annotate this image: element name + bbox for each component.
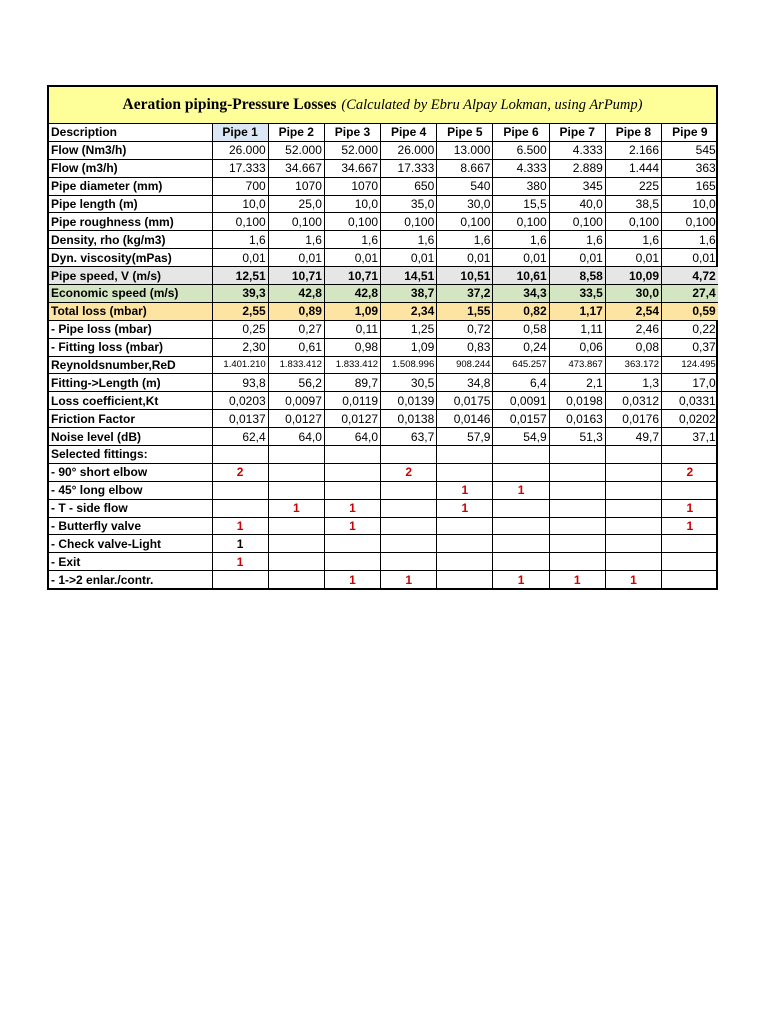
row-value: 2,54 [605,302,661,320]
row-label: Total loss (mbar) [49,302,212,320]
empty-cell [605,446,661,464]
row-value: 10,0 [662,195,718,213]
row-value: 2.166 [605,141,661,159]
row-label: Dyn. viscosity(mPas) [49,249,212,267]
row-value: 0,100 [549,213,605,231]
row-value: 12,51 [212,267,268,285]
row-value: 57,9 [437,428,493,446]
empty-cell [268,446,324,464]
table-row [49,213,718,231]
row-value: 0,100 [268,213,324,231]
table-row [49,141,718,159]
row-value: 10,71 [268,267,324,285]
row-value: 0,89 [268,302,324,320]
row-value: 64,0 [268,428,324,446]
row-label: Density, rho (kg/m3) [49,231,212,249]
table-row [49,392,718,410]
fitting-count [662,553,718,571]
pipe-column-header: Pipe 1 [212,124,268,141]
empty-cell [437,446,493,464]
fitting-count [324,553,380,571]
fitting-count [324,481,380,499]
row-value: 2,34 [381,302,437,320]
row-value: 2,46 [605,320,661,338]
row-value: 17.333 [212,159,268,177]
row-label: - Fitting loss (mbar) [49,338,212,356]
pipe-column-header: Pipe 7 [549,124,605,141]
fitting-count [437,463,493,481]
row-value: 0,0163 [549,410,605,428]
empty-cell [549,446,605,464]
fitting-count: 1 [605,571,661,588]
row-value: 0,98 [324,338,380,356]
fittings-header-row [49,446,718,464]
row-value: 0,01 [268,249,324,267]
row-value: 908.244 [437,356,493,374]
fitting-count [493,535,549,553]
row-value: 1,6 [437,231,493,249]
fitting-count [549,481,605,499]
row-value: 30,0 [605,285,661,303]
row-value: 1,55 [437,302,493,320]
row-value: 2,55 [212,302,268,320]
fitting-count: 2 [212,463,268,481]
row-label: Economic speed (m/s) [49,285,212,303]
fitting-count [493,553,549,571]
row-value: 0,58 [493,320,549,338]
row-value: 0,0312 [605,392,661,410]
row-value: 1,6 [662,231,718,249]
row-value: 39,3 [212,285,268,303]
fitting-count [662,481,718,499]
row-value: 0,27 [268,320,324,338]
row-value: 0,72 [437,320,493,338]
row-value: 0,100 [437,213,493,231]
fitting-count: 1 [324,517,380,535]
fitting-count [324,535,380,553]
row-label: Loss coefficient,Kt [49,392,212,410]
row-value: 1,6 [324,231,380,249]
fitting-label: - T - side flow [49,499,212,517]
table-row [49,249,718,267]
row-value: 1,6 [268,231,324,249]
row-value: 30,0 [437,195,493,213]
fitting-row [49,463,718,481]
row-value: 0,11 [324,320,380,338]
row-value: 38,7 [381,285,437,303]
fitting-label: - Butterfly valve [49,517,212,535]
row-value: 0,0127 [324,410,380,428]
fitting-count [437,571,493,588]
fitting-count [662,535,718,553]
fitting-count [381,535,437,553]
row-label: Noise level (dB) [49,428,212,446]
row-value: 13.000 [437,141,493,159]
fitting-count [324,463,380,481]
fitting-count: 2 [662,463,718,481]
row-value: 1070 [324,177,380,195]
fitting-count [381,481,437,499]
row-value: 10,0 [212,195,268,213]
row-value: 56,2 [268,374,324,392]
row-value: 0,83 [437,338,493,356]
row-label: Friction Factor [49,410,212,428]
row-value: 0,37 [662,338,718,356]
row-label: Fitting->Length (m) [49,374,212,392]
row-value: 25,0 [268,195,324,213]
fitting-count: 1 [437,481,493,499]
row-value: 0,100 [605,213,661,231]
sheet-title: Aeration piping-Pressure Losses [122,96,337,113]
row-value: 1,6 [212,231,268,249]
fitting-count [268,517,324,535]
row-value: 38,5 [605,195,661,213]
fitting-count: 1 [212,553,268,571]
row-value: 30,5 [381,374,437,392]
fitting-count: 1 [324,499,380,517]
row-value: 1,25 [381,320,437,338]
row-label: Pipe roughness (mm) [49,213,212,231]
pipe-column-header: Pipe 3 [324,124,380,141]
row-value: 1,6 [549,231,605,249]
pipe-column-header: Pipe 2 [268,124,324,141]
empty-cell [662,446,718,464]
fitting-count: 1 [268,499,324,517]
table-row [49,195,718,213]
row-value: 2,30 [212,338,268,356]
fitting-count [268,553,324,571]
fitting-count [605,535,661,553]
row-value: 89,7 [324,374,380,392]
fitting-count [212,499,268,517]
empty-cell [324,446,380,464]
header-row [49,124,718,141]
fitting-count [381,517,437,535]
row-value: 0,0331 [662,392,718,410]
row-value: 0,01 [605,249,661,267]
table-row [49,159,718,177]
fitting-count [549,535,605,553]
row-value: 37,1 [662,428,718,446]
row-value: 1,6 [381,231,437,249]
row-value: 0,01 [381,249,437,267]
fitting-row [49,553,718,571]
row-value: 345 [549,177,605,195]
row-value: 473.867 [549,356,605,374]
fitting-count [437,535,493,553]
row-value: 8.667 [437,159,493,177]
fitting-count [268,571,324,588]
fitting-count [493,517,549,535]
row-value: 0,100 [662,213,718,231]
fitting-label: - Check valve-Light [49,535,212,553]
pipe-column-header: Pipe 9 [662,124,718,141]
table-row [49,320,718,338]
row-value: 2,1 [549,374,605,392]
fitting-count [268,463,324,481]
row-value: 26.000 [212,141,268,159]
row-value: 0,0176 [605,410,661,428]
fitting-count: 1 [549,571,605,588]
row-value: 0,100 [324,213,380,231]
row-value: 0,61 [268,338,324,356]
row-value: 10,71 [324,267,380,285]
fitting-count [437,517,493,535]
pressure-loss-sheet [47,85,718,590]
row-value: 545 [662,141,718,159]
fitting-label: - 1->2 enlar./contr. [49,571,212,588]
fitting-count [381,499,437,517]
sheet-subtitle: (Calculated by Ebru Alpay Lokman, using ArPump) [341,96,643,113]
row-value: 34.667 [268,159,324,177]
fitting-count [549,517,605,535]
row-value: 6.500 [493,141,549,159]
row-value: 0,24 [493,338,549,356]
row-value: 0,01 [493,249,549,267]
row-value: 1,11 [549,320,605,338]
row-value: 0,0175 [437,392,493,410]
table-row [49,267,718,285]
fitting-count: 1 [662,517,718,535]
table-row [49,356,718,374]
row-value: 0,100 [212,213,268,231]
row-value: 10,51 [437,267,493,285]
table-row [49,231,718,249]
row-value: 0,25 [212,320,268,338]
row-value: 42,8 [268,285,324,303]
row-value: 35,0 [381,195,437,213]
row-value: 15,5 [493,195,549,213]
fitting-count [549,463,605,481]
row-value: 0,01 [212,249,268,267]
row-value: 8,58 [549,267,605,285]
fitting-count: 1 [324,571,380,588]
fitting-count [493,499,549,517]
row-value: 26.000 [381,141,437,159]
row-value: 51,3 [549,428,605,446]
row-label: Flow (Nm3/h) [49,141,212,159]
fitting-count [549,499,605,517]
empty-cell [212,446,268,464]
row-value: 34.667 [324,159,380,177]
row-value: 37,2 [437,285,493,303]
row-value: 42,8 [324,285,380,303]
row-value: 1,3 [605,374,661,392]
row-value: 0,01 [324,249,380,267]
row-value: 0,01 [549,249,605,267]
row-value: 1.833.412 [324,356,380,374]
row-value: 52.000 [324,141,380,159]
row-value: 17,0 [662,374,718,392]
table-row [49,177,718,195]
row-value: 64,0 [324,428,380,446]
row-label: Flow (m3/h) [49,159,212,177]
description-header: Description [49,124,212,141]
row-value: 34,3 [493,285,549,303]
row-value: 1.508.996 [381,356,437,374]
fitting-label: - Exit [49,553,212,571]
row-value: 1,09 [381,338,437,356]
row-value: 1,6 [493,231,549,249]
fitting-count [212,481,268,499]
row-value: 0,100 [381,213,437,231]
fitting-count: 1 [381,571,437,588]
row-value: 1,17 [549,302,605,320]
row-value: 1.401.210 [212,356,268,374]
row-value: 0,22 [662,320,718,338]
fitting-count [268,481,324,499]
row-value: 10,61 [493,267,549,285]
row-value: 0,0146 [437,410,493,428]
row-value: 0,82 [493,302,549,320]
empty-cell [493,446,549,464]
fitting-row [49,517,718,535]
row-value: 27,4 [662,285,718,303]
fitting-row [49,481,718,499]
fitting-count [662,571,718,588]
row-value: 17.333 [381,159,437,177]
table-row [49,428,718,446]
table-row [49,302,718,320]
fitting-count: 1 [493,571,549,588]
row-value: 1.444 [605,159,661,177]
row-value: 0,0139 [381,392,437,410]
table-row [49,410,718,428]
row-value: 0,0097 [268,392,324,410]
fitting-count [493,463,549,481]
row-value: 0,100 [493,213,549,231]
row-value: 0,0137 [212,410,268,428]
row-label: Reynoldsnumber,ReD [49,356,212,374]
fitting-row [49,499,718,517]
fitting-count [268,535,324,553]
row-value: 1,09 [324,302,380,320]
row-value: 0,01 [437,249,493,267]
row-value: 14,51 [381,267,437,285]
fitting-label: - 45° long elbow [49,481,212,499]
row-value: 2.889 [549,159,605,177]
row-value: 645.257 [493,356,549,374]
row-value: 33,5 [549,285,605,303]
row-value: 225 [605,177,661,195]
fitting-count: 1 [212,535,268,553]
fitting-count [212,571,268,588]
row-value: 380 [493,177,549,195]
fitting-count [605,517,661,535]
fitting-count: 1 [437,499,493,517]
row-value: 54,9 [493,428,549,446]
row-value: 1.833.412 [268,356,324,374]
row-value: 93,8 [212,374,268,392]
row-value: 0,08 [605,338,661,356]
fitting-count [605,463,661,481]
fitting-count [381,553,437,571]
row-label: - Pipe loss (mbar) [49,320,212,338]
fitting-count: 1 [493,481,549,499]
fitting-count: 1 [662,499,718,517]
empty-cell [381,446,437,464]
fitting-count: 2 [381,463,437,481]
row-value: 4.333 [493,159,549,177]
row-value: 0,0198 [549,392,605,410]
row-value: 34,8 [437,374,493,392]
fitting-label: - 90° short elbow [49,463,212,481]
fitting-count [437,553,493,571]
row-value: 363.172 [605,356,661,374]
pipe-column-header: Pipe 6 [493,124,549,141]
row-value: 10,0 [324,195,380,213]
pipe-column-header: Pipe 5 [437,124,493,141]
row-value: 0,0157 [493,410,549,428]
row-value: 0,0127 [268,410,324,428]
fitting-count [549,553,605,571]
row-value: 49,7 [605,428,661,446]
fitting-row [49,571,718,588]
row-value: 540 [437,177,493,195]
row-value: 363 [662,159,718,177]
row-label: Pipe diameter (mm) [49,177,212,195]
row-value: 0,0138 [381,410,437,428]
row-value: 6,4 [493,374,549,392]
fitting-count [605,553,661,571]
fitting-count: 1 [212,517,268,535]
row-value: 0,0091 [493,392,549,410]
row-value: 4,72 [662,267,718,285]
title-bar [49,87,716,124]
row-value: 62,4 [212,428,268,446]
table-row [49,285,718,303]
row-value: 0,06 [549,338,605,356]
pipe-column-header: Pipe 4 [381,124,437,141]
row-value: 63,7 [381,428,437,446]
row-value: 650 [381,177,437,195]
row-value: 0,01 [662,249,718,267]
fitting-count [605,481,661,499]
row-value: 0,0202 [662,410,718,428]
row-value: 40,0 [549,195,605,213]
row-value: 10,09 [605,267,661,285]
fitting-count [605,499,661,517]
row-value: 0,0203 [212,392,268,410]
fitting-row [49,535,718,553]
row-label: Pipe speed, V (m/s) [49,267,212,285]
row-value: 0,0119 [324,392,380,410]
fittings-header: Selected fittings: [49,446,212,464]
row-value: 700 [212,177,268,195]
table-row [49,338,718,356]
row-value: 52.000 [268,141,324,159]
row-value: 1070 [268,177,324,195]
row-label: Pipe length (m) [49,195,212,213]
row-value: 1,6 [605,231,661,249]
row-value: 0,59 [662,302,718,320]
row-value: 124.495 [662,356,718,374]
table-row [49,374,718,392]
data-table [49,124,718,588]
row-value: 4.333 [549,141,605,159]
pipe-column-header: Pipe 8 [605,124,661,141]
row-value: 165 [662,177,718,195]
